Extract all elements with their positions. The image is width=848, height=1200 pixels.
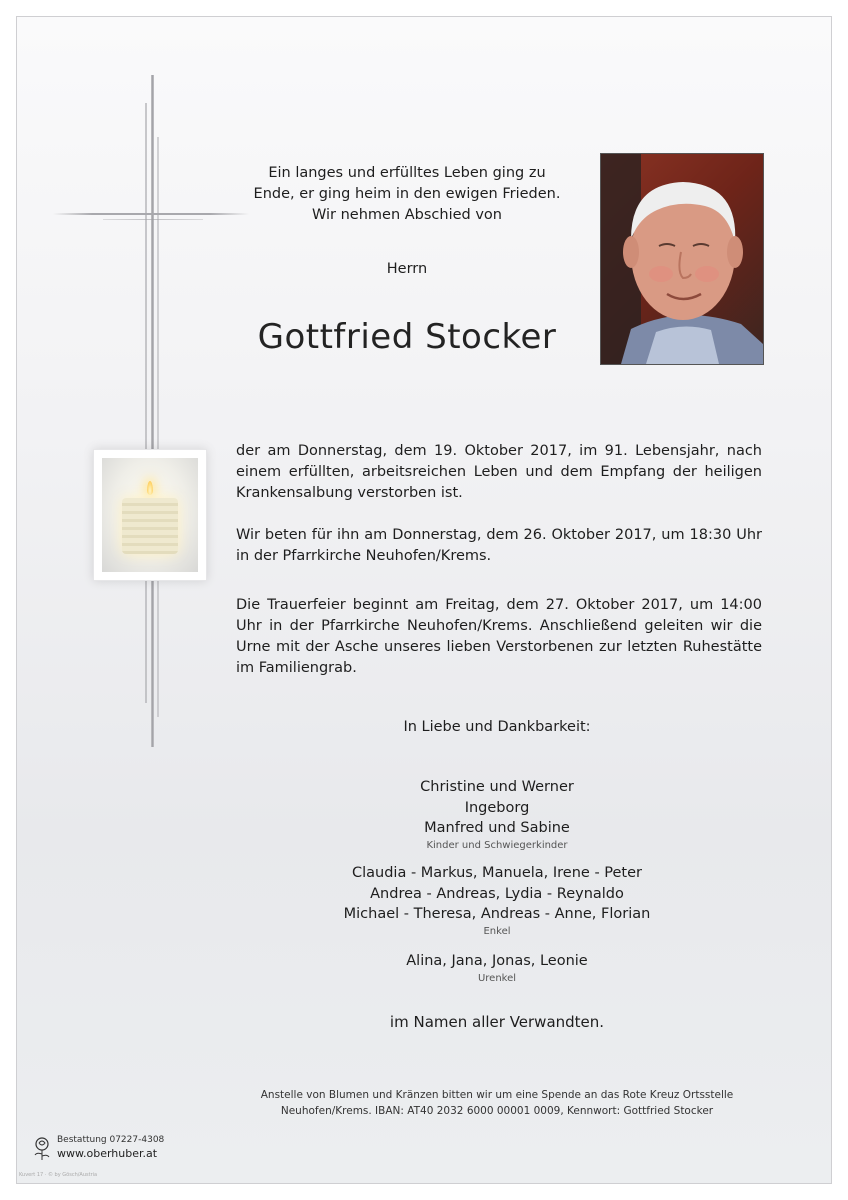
intro-line: Ende, er ging heim in den ewigen Frieden. — [253, 186, 561, 202]
group-label: Kinder und Schwiegerkinder — [426, 839, 568, 851]
portrait-illustration — [601, 154, 763, 364]
funeral-home-website[interactable]: www.oberhuber.at — [57, 1147, 158, 1160]
intro-line: Ein langes und erfülltes Leben ging zu — [268, 165, 546, 181]
cross-horizontal-line — [53, 213, 249, 215]
funeral-home-phone: Bestattung 07227-4308 — [57, 1135, 165, 1145]
greatgrandchildren-group — [217, 951, 777, 986]
family-member: Michael - Theresa, Andreas - Anne, Florian — [343, 906, 651, 922]
cross-vertical-line — [151, 75, 154, 747]
group-label: Enkel — [483, 925, 511, 937]
family-member: Manfred und Sabine — [424, 820, 570, 836]
deceased-name: Gottfried Stocker — [257, 317, 557, 357]
family-member: Claudia - Markus, Manuela, Irene - Peter — [351, 865, 642, 881]
cross-vertical-line-thin — [157, 137, 159, 717]
family-member: Ingeborg — [464, 799, 530, 816]
intro-text — [227, 163, 587, 226]
cross-vertical-line-thin — [145, 103, 147, 703]
family-member: Alina, Jana, Jonas, Leonie — [406, 953, 588, 969]
death-notice-paragraph: der am Donnerstag, dem 19. Oktober 2017, im 91. Lebensjahr, nach einem erfüllten, arbeitsreichen Leben und dem Empfang der heiligen Krankensalbung verstorben ist. — [236, 443, 762, 501]
donation-note — [217, 1087, 777, 1119]
funeral-home-logo — [31, 1133, 165, 1167]
parte-card — [16, 16, 832, 1184]
funeral-paragraph: Die Trauerfeier beginnt am Freitag, dem 27. Oktober 2017, um 14:00 Uhr in der Pfarrkirche Neuhofen/Krems. Anschließend geleiten wir die Urne mit der Asche unseres lieben Verstorbenen zur letzten Ruhestätte im Familiengrab. — [236, 597, 762, 676]
family-member: Christine und Werner — [420, 779, 574, 795]
candle-picture — [102, 458, 198, 572]
prayer-paragraph: Wir beten für ihn am Donnerstag, dem 26. Oktober 2017, um 18:30 Uhr in der Pfarrkirche Neuhofen/Krems. — [236, 527, 762, 564]
closing-line: im Namen aller Verwandten. — [389, 1013, 605, 1031]
salutation: Herrn — [386, 261, 428, 277]
donation-line: Anstelle von Blumen und Kränzen bitten wir um eine Spende an das Rote Kreuz Ortsstelle — [260, 1089, 734, 1101]
candle-flame — [147, 481, 153, 495]
rose-icon — [31, 1135, 53, 1161]
candle-image — [93, 449, 207, 581]
cross-horizontal-line-thin — [103, 219, 203, 220]
dankbarkeit-heading: In Liebe und Dankbarkeit: — [403, 719, 591, 735]
intro-line: Wir nehmen Abschied von — [311, 207, 502, 223]
imprint: Kuvert 17 · © by Gösch/Austria — [19, 1172, 98, 1178]
portrait-photo — [600, 153, 764, 365]
children-group — [217, 777, 777, 853]
group-label: Urenkel — [477, 972, 517, 984]
family-member: Andrea - Andreas, Lydia - Reynaldo — [370, 885, 624, 902]
grandchildren-group — [217, 863, 777, 939]
candle-body — [122, 498, 178, 554]
donation-line: Neuhofen/Krems. IBAN: AT40 2032 6000 00001 0009, Kennwort: Gottfried Stocker — [280, 1105, 714, 1117]
